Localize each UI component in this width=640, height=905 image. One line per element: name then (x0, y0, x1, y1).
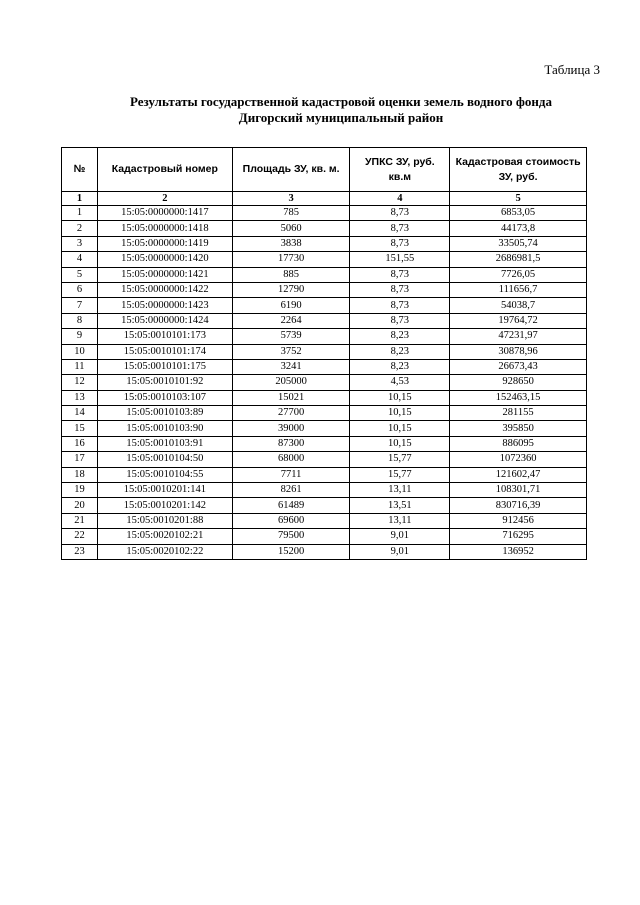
area-cell: 15021 (232, 390, 350, 405)
table-row (62, 544, 587, 559)
cadastral-number-cell: 15:05:0000000:1417 (97, 206, 232, 221)
cadastral-value-cell: 1072360 (450, 452, 587, 467)
table-row (62, 359, 587, 374)
cadastral-value-cell: 6853,05 (450, 206, 587, 221)
specific-value-cell: 8,73 (350, 236, 450, 251)
specific-value-cell: 10,15 (350, 390, 450, 405)
cadastral-value-cell: 121602,47 (450, 467, 587, 482)
cadastral-number-cell: 15:05:0000000:1418 (97, 221, 232, 236)
table-row (62, 467, 587, 482)
cadastral-number-cell: 15:05:0010201:88 (97, 513, 232, 528)
row-number-cell: 9 (62, 329, 98, 344)
table-row (62, 329, 587, 344)
specific-value-cell: 9,01 (350, 529, 450, 544)
row-number-cell: 7 (62, 298, 98, 313)
cadastral-value-cell: 928650 (450, 375, 587, 390)
cadastral-value-cell: 33505,74 (450, 236, 587, 251)
row-number-cell: 15 (62, 421, 98, 436)
specific-value-cell: 4,53 (350, 375, 450, 390)
row-number-cell: 4 (62, 252, 98, 267)
area-cell: 12790 (232, 282, 350, 297)
cadastral-value-cell: 152463,15 (450, 390, 587, 405)
row-number-cell: 17 (62, 452, 98, 467)
cadastral-number-cell: 15:05:0010103:107 (97, 390, 232, 405)
row-number-cell: 14 (62, 406, 98, 421)
table-row (62, 421, 587, 436)
row-number-cell: 1 (62, 206, 98, 221)
cadastral-number-cell: 15:05:0010101:174 (97, 344, 232, 359)
cadastral-number-cell: 15:05:0000000:1424 (97, 313, 232, 328)
area-cell: 5060 (232, 221, 350, 236)
specific-value-cell: 9,01 (350, 544, 450, 559)
row-number-cell: 21 (62, 513, 98, 528)
specific-value-cell: 8,73 (350, 282, 450, 297)
area-cell: 3752 (232, 344, 350, 359)
cadastral-number-cell: 15:05:0010103:90 (97, 421, 232, 436)
table-row (62, 298, 587, 313)
specific-value-cell: 8,23 (350, 344, 450, 359)
cadastral-number-cell: 15:05:0010104:55 (97, 467, 232, 482)
area-cell: 7711 (232, 467, 350, 482)
table-body (62, 206, 587, 560)
table-row (62, 436, 587, 451)
cadastral-value-cell: 19764,72 (450, 313, 587, 328)
area-cell: 15200 (232, 544, 350, 559)
specific-value-cell: 15,77 (350, 452, 450, 467)
header-area: Площадь ЗУ, кв. м. (232, 148, 350, 192)
row-number-cell: 20 (62, 498, 98, 513)
row-number-cell: 12 (62, 375, 98, 390)
cadastral-value-cell: 395850 (450, 421, 587, 436)
row-number-cell: 22 (62, 529, 98, 544)
area-cell: 87300 (232, 436, 350, 451)
cadastral-value-cell: 30878,96 (450, 344, 587, 359)
table-row (62, 375, 587, 390)
header-specific-value: УПКС ЗУ, руб. кв.м (350, 148, 450, 192)
table-row (62, 452, 587, 467)
cadastral-number-cell: 15:05:0010104:50 (97, 452, 232, 467)
title-line-1: Результаты государственной кадастровой оценки земель водного фонда (130, 94, 552, 109)
column-number: 2 (97, 192, 232, 206)
specific-value-cell: 8,23 (350, 359, 450, 374)
table-row (62, 406, 587, 421)
area-cell: 3241 (232, 359, 350, 374)
header-row (62, 148, 587, 192)
cadastral-number-cell: 15:05:0020102:22 (97, 544, 232, 559)
specific-value-cell: 15,77 (350, 467, 450, 482)
valuation-table (61, 147, 587, 560)
specific-value-cell: 8,73 (350, 221, 450, 236)
cadastral-number-cell: 15:05:0010103:91 (97, 436, 232, 451)
header-cadastral-value: Кадастровая стоимость ЗУ, руб. (450, 148, 587, 192)
cadastral-number-cell: 15:05:0000000:1420 (97, 252, 232, 267)
area-cell: 8261 (232, 483, 350, 498)
area-cell: 3838 (232, 236, 350, 251)
specific-value-cell: 13,11 (350, 513, 450, 528)
area-cell: 27700 (232, 406, 350, 421)
specific-value-cell: 10,15 (350, 421, 450, 436)
column-number: 5 (450, 192, 587, 206)
table-row (62, 483, 587, 498)
specific-value-cell: 10,15 (350, 436, 450, 451)
specific-value-cell: 8,73 (350, 313, 450, 328)
table-row (62, 529, 587, 544)
cadastral-value-cell: 716295 (450, 529, 587, 544)
area-cell: 5739 (232, 329, 350, 344)
area-cell: 6190 (232, 298, 350, 313)
row-number-cell: 3 (62, 236, 98, 251)
table-row (62, 221, 587, 236)
cadastral-number-cell: 15:05:0010201:141 (97, 483, 232, 498)
cadastral-number-cell: 15:05:0010103:89 (97, 406, 232, 421)
area-cell: 61489 (232, 498, 350, 513)
column-number-row (62, 192, 587, 206)
cadastral-number-cell: 15:05:0000000:1422 (97, 282, 232, 297)
document-title (60, 94, 622, 126)
table-row (62, 267, 587, 282)
area-cell: 39000 (232, 421, 350, 436)
title-line-2: Дигорский муниципальный район (238, 110, 444, 125)
cadastral-value-cell: 54038,7 (450, 298, 587, 313)
table-row (62, 236, 587, 251)
specific-value-cell: 8,73 (350, 206, 450, 221)
area-cell: 2264 (232, 313, 350, 328)
cadastral-number-cell: 15:05:0020102:21 (97, 529, 232, 544)
row-number-cell: 19 (62, 483, 98, 498)
row-number-cell: 13 (62, 390, 98, 405)
cadastral-number-cell: 15:05:0000000:1423 (97, 298, 232, 313)
table-row (62, 282, 587, 297)
specific-value-cell: 13,51 (350, 498, 450, 513)
column-number: 3 (232, 192, 350, 206)
row-number-cell: 2 (62, 221, 98, 236)
row-number-cell: 6 (62, 282, 98, 297)
cadastral-number-cell: 15:05:0000000:1421 (97, 267, 232, 282)
cadastral-value-cell: 108301,71 (450, 483, 587, 498)
specific-value-cell: 8,73 (350, 267, 450, 282)
area-cell: 69600 (232, 513, 350, 528)
cadastral-value-cell: 281155 (450, 406, 587, 421)
cadastral-value-cell: 44173,8 (450, 221, 587, 236)
table-caption: Таблица 3 (544, 62, 600, 77)
table-row (62, 498, 587, 513)
header-number: № (62, 148, 98, 192)
row-number-cell: 8 (62, 313, 98, 328)
row-number-cell: 10 (62, 344, 98, 359)
table-row (62, 344, 587, 359)
row-number-cell: 16 (62, 436, 98, 451)
cadastral-value-cell: 2686981,5 (450, 252, 587, 267)
cadastral-value-cell: 47231,97 (450, 329, 587, 344)
cadastral-number-cell: 15:05:0000000:1419 (97, 236, 232, 251)
cadastral-number-cell: 15:05:0010201:142 (97, 498, 232, 513)
cadastral-value-cell: 912456 (450, 513, 587, 528)
cadastral-value-cell: 26673,43 (450, 359, 587, 374)
cadastral-number-cell: 15:05:0010101:175 (97, 359, 232, 374)
cadastral-number-cell: 15:05:0010101:173 (97, 329, 232, 344)
column-number: 1 (62, 192, 98, 206)
specific-value-cell: 8,23 (350, 329, 450, 344)
cadastral-value-cell: 7726,05 (450, 267, 587, 282)
cadastral-value-cell: 136952 (450, 544, 587, 559)
cadastral-value-cell: 111656,7 (450, 282, 587, 297)
specific-value-cell: 8,73 (350, 298, 450, 313)
cadastral-number-cell: 15:05:0010101:92 (97, 375, 232, 390)
table-row (62, 390, 587, 405)
cadastral-value-cell: 886095 (450, 436, 587, 451)
specific-value-cell: 151,55 (350, 252, 450, 267)
area-cell: 205000 (232, 375, 350, 390)
specific-value-cell: 13,11 (350, 483, 450, 498)
table-row (62, 313, 587, 328)
column-number: 4 (350, 192, 450, 206)
area-cell: 885 (232, 267, 350, 282)
row-number-cell: 18 (62, 467, 98, 482)
cadastral-value-cell: 830716,39 (450, 498, 587, 513)
specific-value-cell: 10,15 (350, 406, 450, 421)
area-cell: 785 (232, 206, 350, 221)
table-row (62, 513, 587, 528)
area-cell: 17730 (232, 252, 350, 267)
row-number-cell: 11 (62, 359, 98, 374)
area-cell: 68000 (232, 452, 350, 467)
area-cell: 79500 (232, 529, 350, 544)
table-row (62, 252, 587, 267)
table-row (62, 206, 587, 221)
header-cadastral-number: Кадастровый номер (97, 148, 232, 192)
row-number-cell: 5 (62, 267, 98, 282)
row-number-cell: 23 (62, 544, 98, 559)
